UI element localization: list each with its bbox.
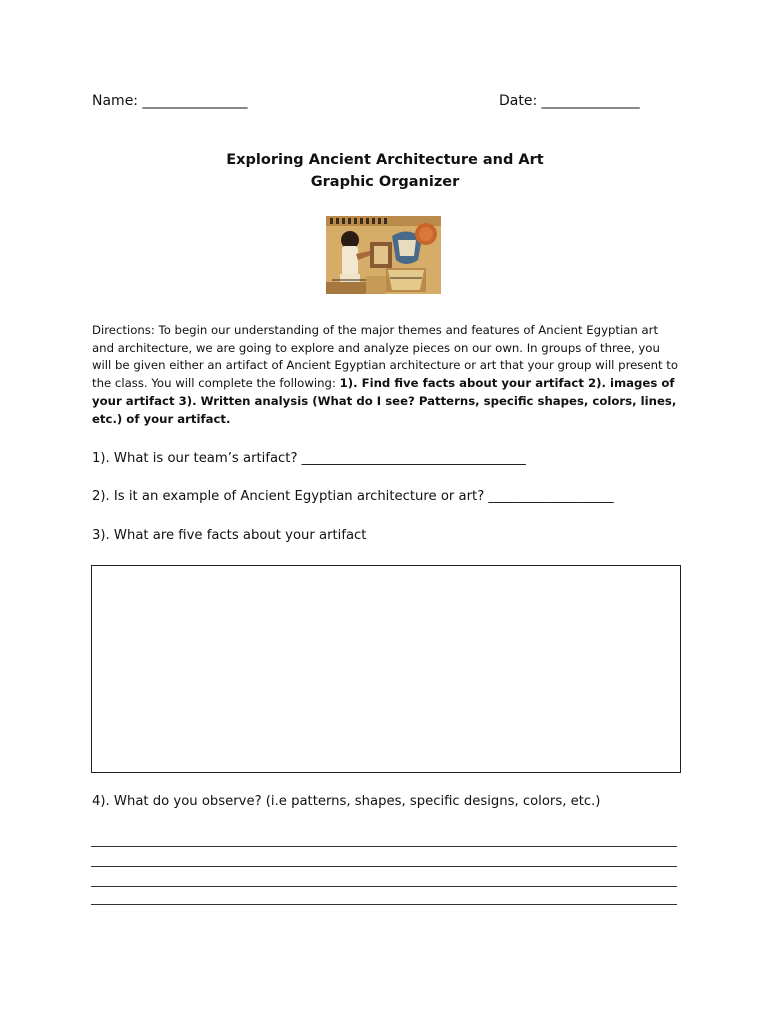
question-3: 3). What are five facts about your artifact — [92, 528, 367, 543]
directions-paragraph — [92, 322, 682, 428]
worksheet-subtitle: Graphic Organizer — [310, 174, 460, 190]
observation-answer-line[interactable] — [91, 904, 677, 905]
worksheet-title: Exploring Ancient Architecture and Art — [226, 152, 544, 168]
date-field[interactable]: Date: ______________ — [499, 93, 640, 109]
egyptian-artifact-image — [326, 216, 441, 294]
directions-bold-text: 1). Find five facts about your artifact 2). images of your artifact 3). Written analysis (What do I see? Patterns, specific shapes, colors, lines, etc.) of your artifact. — [92, 376, 677, 426]
observation-answer-line[interactable] — [91, 846, 677, 847]
directions-text: Directions: To begin our understanding of the major themes and features of Ancient Egyptian art and architecture, we are going to explore and analyze pieces on our own. In groups of three, you will be given either an artifact of Ancient Egyptian architecture or art that your group will present to the class. You will complete the following: — [92, 323, 679, 391]
question-4: 4). What do you observe? (i.e patterns, shapes, specific designs, colors, etc.) — [92, 794, 601, 809]
name-field[interactable]: Name: _______________ — [92, 93, 248, 109]
facts-answer-box[interactable] — [91, 565, 681, 773]
observation-answer-line[interactable] — [91, 886, 677, 887]
question-1[interactable]: 1). What is our team’s artifact? __________________________________ — [92, 451, 526, 466]
observation-answer-line[interactable] — [91, 866, 677, 867]
question-2[interactable]: 2). Is it an example of Ancient Egyptian architecture or art? ___________________ — [92, 489, 614, 504]
